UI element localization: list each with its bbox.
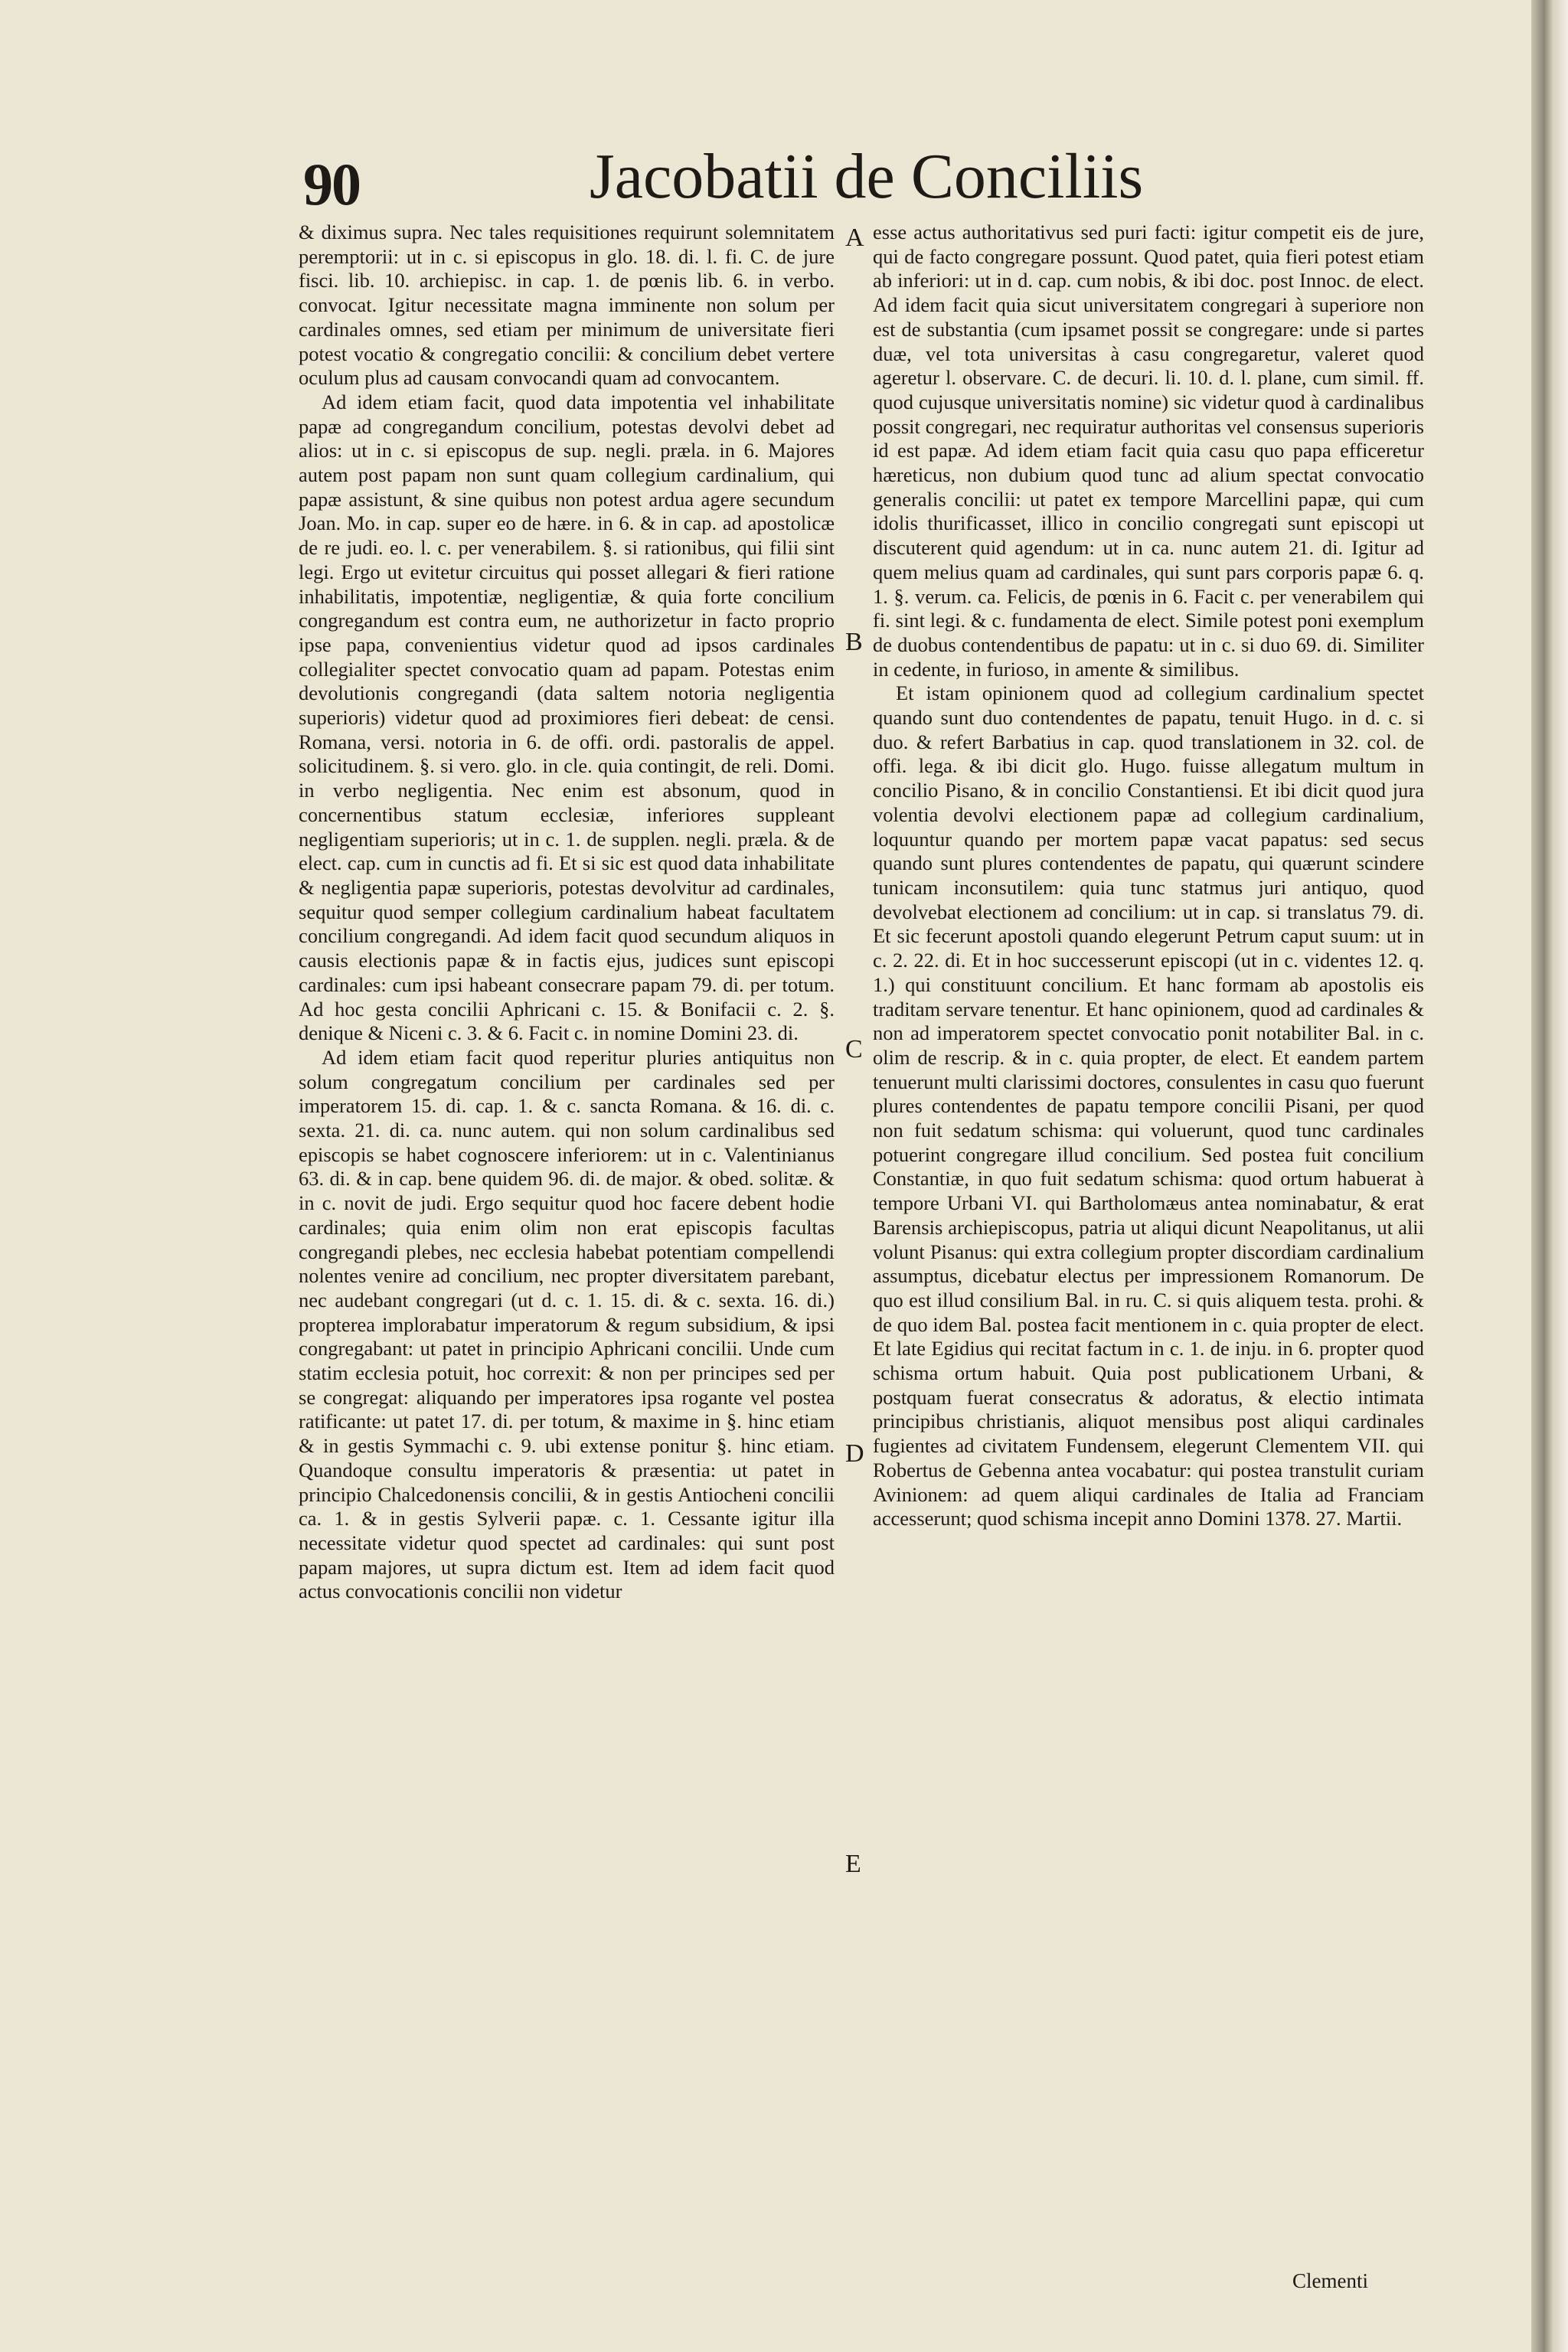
- margin-letter-e: E: [845, 1850, 861, 1878]
- margin-letter-a: A: [845, 224, 864, 252]
- right-paragraph-2: Et istam opinionem quod ad collegium cardinalium spectet quando sunt duo contendentes de papatu, tenuit Hugo. in d. c. si duo. & refert Barbatius in cap. quod translationem in 32. col. de offi. lega. & ibi dicit glo. Hugo. fuisse allegatum multum in concilio Pisano, & in concilio Constantiensi. Et ibi dicit quod jura volentia devolvi electionem papæ ad collegium cardinalium, loquuntur quando per mortem papæ vacat papatus: sed secus quando sunt plures contendentes de papatu, qui quærunt scindere tunicam inconsutilem: quia tunc statmus juri antiquo, quod devolvebat electionem ad concilium: ut in cap. si translatus 79. di. Et sic fecerunt apostoli quando elegerunt Petrum caput suum: ut in c. 2. 22. di. Et in hoc successerunt episcopi (ut in c. videntes 12. q. 1.) qui constituunt concilium. Et hanc formam ab apostolis eis traditam servare tenentur. Et hanc opinionem, quod ad cardinales & non ad imperatorem spectet convocatio ponit notabiliter Bal. in c. olim de rescrip. & in c. quia propter, de elect. Et eandem partem tenuerunt multi clarissimi doctores, consulentes in casu quo fuerunt plures contendentes de papatu tempore concilii Pisani, per quod non fuit sedatum schisma: qui voluerunt, quod tunc cardinales potuerint congregare illud concilium. Sed postea fuit concilium Constantiæ, in quo fuit sedatum schisma: quod ortum habuerat à tempore Urbani VI. qui Bartholomæus antea nominabatur, & erat Barensis archiepiscopus, patria ut aliqui dicunt Neapolitanus, ut alii volunt Pisanus: qui extra collegium propter discordiam cardinalium assumptus, dicebatur electus per impressionem Romanorum. De quo est illud consilium Bal. in ru. C. si quis aliquem testa. prohi. & de quo idem Bal. postea facit mentionem in c. quia propter de elect. Et late Egidius qui recitat factum in c. 1. de inju. in 6. propter quod schisma ortum habuit. Quia post publicationem Urbani, & postquam fuerat consecratus & adoratus, & electio intimata principibus christianis, aliquot mensibus post aliqui cardinales fugientes ad civitatem Fundensem, elegerunt Clementem VII. qui Robertus de Gebenna antea vocabatur: qui postea transtulit curiam Avinionem: ad quem aliqui cardinales de Italia ad Franciam accesserunt; quod schisma incepit anno Domini 1378. 27. Martii.: [873, 681, 1424, 1530]
- page-number: 90: [303, 151, 360, 217]
- right-paragraph-1: esse actus authoritativus sed puri facti: igitur competit eis de jure, qui de facto congregare possunt. Quod patet, quia fieri potest etiam ab inferiori: ut in d. cap. cum nobis, & ibi doc. post Innoc. de elect. Ad idem facit quia sicut universitatem congregari à superiore non est de substantia (cum ipsamet possit se congregare: unde si partes duæ, vel tota universitas à casu congregaretur, valeret quod ageretur l. observare. C. de decuri. li. 10. d. l. plane, cum simil. ff. quod cujusque universitatis nomine) sic videtur quod à cardinalibus possit congregari, nec requiratur authoritas vel consensus superioris id est papæ. Ad idem etiam facit quia casu quo papa efficeretur hæreticus, non dubium quod tunc ad alium spectat convocatio generalis concilii: ut patet ex tempore Marcellini papæ, qui cum idolis thurificasset, illico in concilio congregati sunt episcopi ut discuterent quid agendum: ut in ca. nunc autem 21. di. Igitur ad quem melius quam ad cardinales, qui sunt pars corporis papæ 6. q. 1. §. verum. ca. Felicis, de pœnis in 6. Facit c. per venerabilem qui fi. sint legi. & c. fundamenta de elect. Simile potest poni exemplum de duobus contendentibus de papatu: ut in c. si duo 69. di. Similiter in cedente, in furioso, in amente & similibus.: [873, 220, 1424, 681]
- right-column: [873, 220, 1424, 1531]
- left-column: [299, 220, 835, 1604]
- margin-letter-c: C: [845, 1035, 863, 1063]
- left-paragraph-3: Ad idem etiam facit quod reperitur pluries antiquitus non solum congregatum concilium per cardinales sed per imperatorem 15. di. cap. 1. & c. sancta Romana. & 16. di. c. sexta. 21. di. ca. nunc autem. qui non solum cardinalibus sed episcopis se habet cognoscere inferiorem: ut in c. Valentinianus 63. di. & in cap. bene quidem 96. di. de major. & obed. solitæ. & in c. novit de judi. Ergo sequitur quod hoc facere debent hodie cardinales; quia enim olim non erat episcopis facultas congregandi plebes, nec ecclesia habebat potentiam compellendi nolentes venire ad concilium, nec propter diversitatem parebant, nec audebant congregari (ut d. c. 1. 15. di. & c. sexta. 16. di.) propterea implorabatur imperatorum & regum subsidium, & ipsi congregabant: ut patet in principio Aphricani concilii. Unde cum statim ecclesia potuit, hoc correxit: & non per principes sed per se congregat: aliquando per imperatores ipsa rogante vel postea ratificante: ut patet 17. di. per totum, & maxime in §. hinc etiam & in gestis Symmachi c. 9. ubi extense ponitur §. hinc etiam. Quandoque consultu imperatoris & præsentia: ut patet in principio Chalcedonensis concilii, & in gestis Antiocheni concilii ca. 1. & in gestis Sylverii papæ. c. 1. Cessante igitur illa necessitate videtur quod spectet ad cardinales: qui sunt post papam majores, ut supra dictum est. Item ad idem facit quod actus convocationis concilii non videtur: [299, 1045, 835, 1603]
- catchword: Clementi: [1292, 2269, 1368, 2292]
- left-paragraph-2: Ad idem etiam facit, quod data impotentia vel inhabilitate papæ ad congregandum concilium, potestas devolvi debet ad alios: ut in c. si episcopus de sup. negli. præla. in 6. Majores autem post papam non sunt quam collegium cardinalium, qui papæ assistunt, & sine quibus non potest ardua agere secundum Joan. Mo. in cap. super eo de hære. in 6. & in cap. ad apostolicæ de re judi. eo. l. c. per venerabilem. §. si rationibus, qui filii sint legi. Ergo ut evitetur circuitus qui posset allegari & fieri ratione inhabilitatis, impotentiæ, negligentiæ, & quia forte concilium congregandum est contra eum, ne authorizetur in facto proprio ipse papa, convenientius videtur quod ad ipsos cardinales collegialiter spectet convocatio quam ad papam. Potestas enim devolutionis congregandi (data saltem notoria negligentia superioris) videtur quod ad proximiores fieri debeat: de censi. Romana, versi. notoria in 6. de offi. ordi. pastoralis de appel. solicitudinem. §. si vero. glo. in cle. quia contingit, de reli. Domi. in verbo negligentia. Nec enim est absonum, quod in concernentibus statum ecclesiæ, inferiores suppleant negligentiam superioris; ut in c. 1. de supplen. negli. præla. & de elect. cap. cum in cunctis ad fi. Et si sic est quod data inhabilitate & negligentia papæ superioris, potestas devolvitur ad cardinales, sequitur quod semper collegium cardinalium habeat facultatem concilium congregandi. Ad idem facit quod secundum aliquos in causis electionis papæ & in factis ejus, judices sunt episcopi cardinales: cum ipsi habeant consecrare papam 79. di. per totum. Ad hoc gesta concilii Aphricani c. 15. & Bonifacii c. 2. §. denique & Niceni c. 3. & 6. Facit c. in nomine Domini 23. di.: [299, 390, 835, 1045]
- running-title: Jacobatii de Conciliis: [590, 141, 1144, 212]
- left-paragraph-1: & diximus supra. Nec tales requisitiones requirunt solemnitatem peremptorii: ut in c. si episcopus in glo. 18. di. l. fi. C. de jure fisci. lib. 10. archiepisc. in cap. 1. de pœnis lib. 6. in verbo. convocat. Igitur necessitate magna imminente non solum per cardinales omnes, sed etiam per minimum de universitate fieri potest vocatio & congregatio concilii: & concilium debet vertere oculum plus ad causam convocandi quam ad convocantem.: [299, 220, 835, 390]
- binding-gutter: [1531, 0, 1568, 2352]
- margin-letter-d: D: [845, 1439, 864, 1468]
- margin-letter-b: B: [845, 628, 863, 656]
